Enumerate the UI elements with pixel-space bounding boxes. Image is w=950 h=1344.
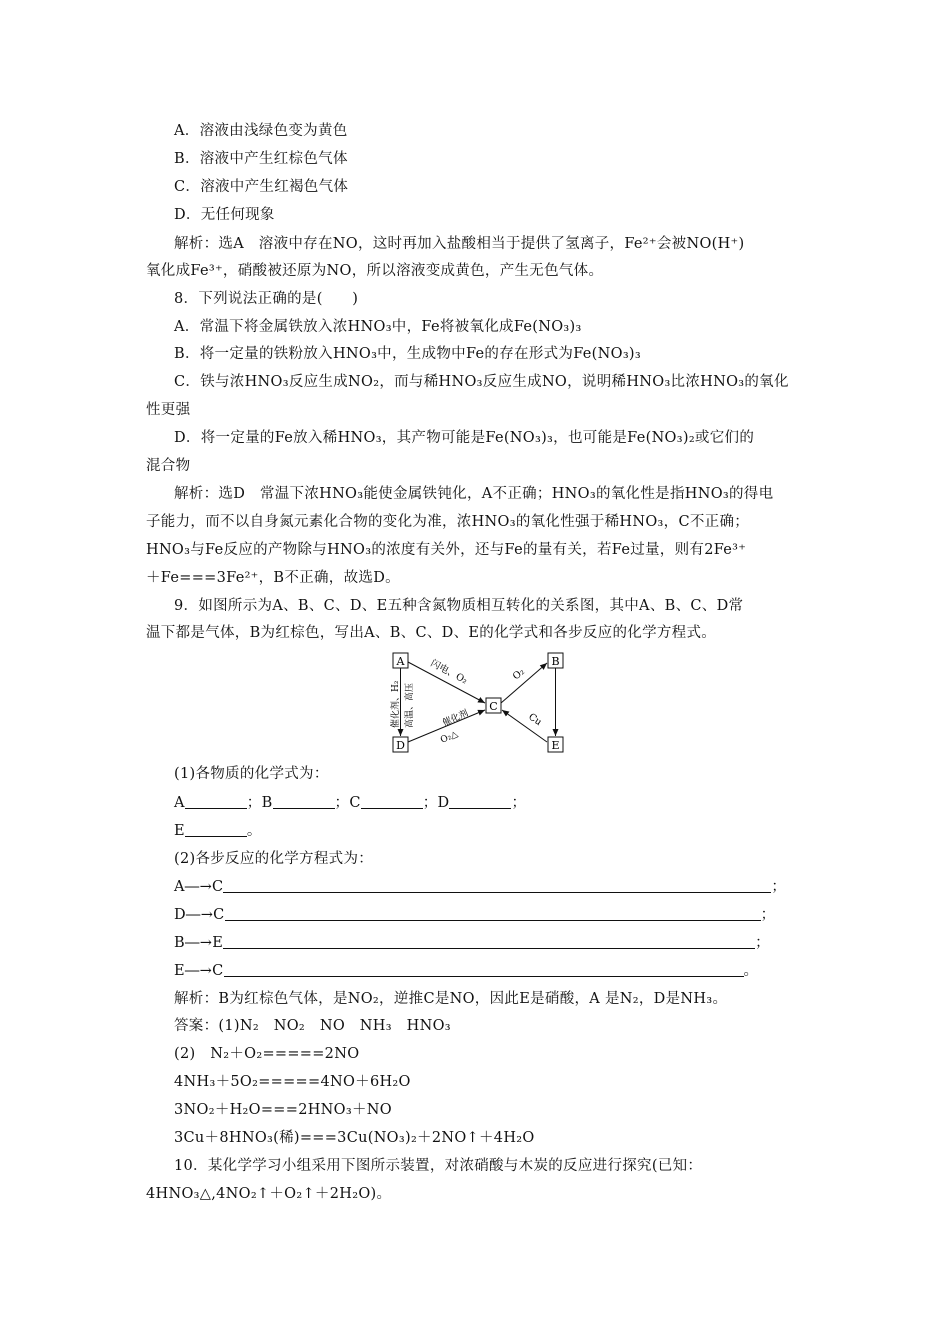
fill-blank-d[interactable] <box>449 794 511 809</box>
equation-line-b-e <box>174 933 770 953</box>
node-e: E <box>551 739 560 752</box>
q8-analysis-line: 解析：选D 常温下浓HNO₃能使金属铁钝化，A不正确；HNO₃的氧化性是指HNO₃的得电 <box>174 486 774 502</box>
equation-line-d-c <box>174 905 775 925</box>
eq-blank[interactable] <box>225 906 761 921</box>
label-e-to-c: Cu <box>526 711 544 729</box>
q8-stem: 8．下列说法正确的是( ) <box>174 291 359 307</box>
q9-answer-line: 3NO₂＋H₂O===2HNO₃＋NO <box>174 1102 392 1118</box>
q7-analysis-line: 解析：选A 溶液中存在NO，这时再加入盐酸相当于提供了氢离子，Fe²⁺会被NO(H⁺) <box>174 236 745 252</box>
q9-answer-line: 3Cu＋8HNO₃(稀)===3Cu(NO₃)₂＋2NO↑＋4H₂O <box>174 1130 535 1146</box>
q7-option-b: B．溶液中产生红棕色气体 <box>174 151 348 167</box>
q9-fill-line <box>174 793 526 813</box>
arrow-c-to-b <box>501 663 547 703</box>
label-a-to-d-1: 催化剂、H₂ <box>391 680 401 728</box>
eq-semicolon: ； <box>771 879 787 895</box>
fill-blank-e[interactable] <box>185 822 247 837</box>
label-a-to-d-2: 高温、高压 <box>405 682 415 728</box>
equation-line-a-c <box>174 877 786 897</box>
q10-stem: 10．某化学学习小组采用下图所示装置，对浓硝酸与木炭的反应进行探究(已知： <box>174 1158 703 1174</box>
node-c: C <box>489 700 498 713</box>
eq-semicolon: ； <box>755 935 770 951</box>
q9-analysis: 解析：B为红棕色气体，是NO₂，逆推C是NO，因此E是硝酸，A 是N₂，D是NH₃。 <box>174 991 728 1007</box>
q9-part1-heading: (1)各物质的化学式为： <box>174 766 329 782</box>
fill-blank-b[interactable] <box>273 794 335 809</box>
label-c-to-b: O₂ <box>510 666 527 683</box>
q8-option-a: A．常温下将金属铁放入浓HNO₃中，Fe将被氧化成Fe(NO₃)₃ <box>174 319 582 335</box>
eq-period: 。 <box>743 963 759 979</box>
q7-analysis-line: 氧化成Fe³⁺，硝酸被还原为NO，所以溶液变成黄色，产生无色气体。 <box>146 263 604 279</box>
q10-stem-cont: 4HNO₃△,4NO₂↑＋O₂↑＋2H₂O)。 <box>146 1186 392 1202</box>
fill-label-a: A <box>174 795 185 811</box>
q7-option-a: A．溶液由浅绿色变为黄色 <box>174 123 348 139</box>
fill-blank-c[interactable] <box>361 794 423 809</box>
equation-line-e-c <box>174 961 758 981</box>
node-a: A <box>396 655 405 668</box>
q8-option-c-cont: 性更强 <box>146 402 191 418</box>
q8-option-d-cont: 混合物 <box>146 458 191 474</box>
q8-analysis-line: HNO₃与Fe反应的产物除与HNO₃的浓度有关外，还与Fe的量有关，若Fe过量，则有2Fe³⁺ <box>146 542 747 558</box>
fill-label-c: ；C <box>334 795 361 811</box>
label-a-to-c: 闪电、O₂ <box>428 657 470 687</box>
q8-analysis-line: 子能力，而不以自身氮元素化合物的变化为准，浓HNO₃的氧化性强于稀HNO₃，C不正确； <box>146 514 750 530</box>
q9-fill-line <box>174 821 262 841</box>
q8-option-c: C．铁与浓HNO₃反应生成NO₂，而与稀HNO₃反应生成NO，说明稀HNO₃比浓HNO₃的氧化 <box>174 374 789 390</box>
fill-end: 。 <box>246 823 262 839</box>
eq-blank[interactable] <box>223 934 755 949</box>
eq-label: E―→C <box>174 963 224 979</box>
fill-label-d: ；D <box>422 795 450 811</box>
q9-answer-line: 4NH₃＋5O₂=====4NO＋6H₂O <box>174 1074 411 1090</box>
fill-label-e: E <box>174 823 185 839</box>
q9-part2-heading: (2)各步反应的化学方程式为： <box>174 851 374 867</box>
fill-label-b: ；B <box>246 795 273 811</box>
eq-blank[interactable] <box>223 878 771 893</box>
q9-stem: 9．如图所示为A、B、C、D、E五种含氮物质相互转化的关系图，其中A、B、C、D常 <box>174 598 744 614</box>
q8-analysis-line: ＋Fe===3Fe²⁺，B不正确，故选D。 <box>146 570 400 586</box>
label-d-to-c-1: 催化剂 <box>441 708 470 729</box>
q8-option-d: D．将一定量的Fe放入稀HNO₃，其产物可能是Fe(NO₃)₃，也可能是Fe(NO₃)₂或它们的 <box>174 430 755 446</box>
eq-semicolon: ； <box>760 907 776 923</box>
fill-blank-a[interactable] <box>185 794 247 809</box>
q9-stem-cont: 温下都是气体，B为红棕色，写出A、B、C、D、E的化学式和各步反应的化学方程式。 <box>146 625 717 641</box>
eq-label: B―→E <box>174 935 224 951</box>
node-b: B <box>551 655 560 668</box>
q8-option-b: B．将一定量的铁粉放入HNO₃中，生成物中Fe的存在形式为Fe(NO₃)₃ <box>174 346 641 362</box>
arrow-e-to-c <box>502 710 547 742</box>
fill-separator: ； <box>511 795 527 811</box>
eq-blank[interactable] <box>224 962 744 977</box>
eq-label: D―→C <box>174 907 225 923</box>
q7-option-c: C．溶液中产生红褐色气体 <box>174 179 349 195</box>
q7-option-d: D．无任何现象 <box>174 207 275 223</box>
q9-answer-line: 答案：(1)N₂ NO₂ NO NH₃ HNO₃ <box>174 1018 451 1034</box>
q9-answer-line: (2) N₂＋O₂=====2NO <box>174 1046 360 1062</box>
eq-label: A―→C <box>174 879 224 895</box>
nitrogen-conversion-diagram <box>388 650 578 758</box>
label-d-to-c-2: O₂△ <box>439 729 460 746</box>
node-d: D <box>396 739 405 752</box>
